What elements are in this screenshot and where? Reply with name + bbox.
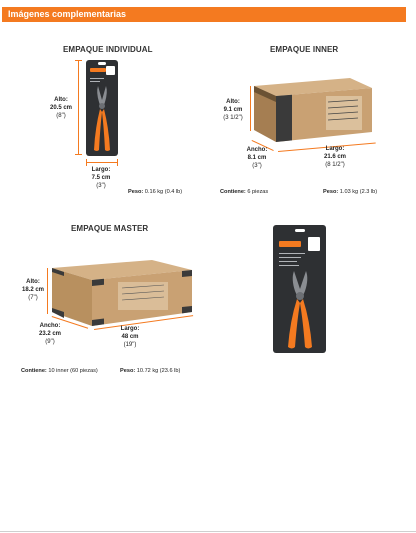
brand-logo xyxy=(279,241,301,247)
individual-weight: Peso: 0.16 kg (0.4 lb) xyxy=(128,189,183,195)
master-length-label: Largo: 48 cm (19") xyxy=(120,326,140,348)
inner-width-label: Ancho: 8.1 cm (3") xyxy=(246,147,268,169)
inner-height-dimension-line xyxy=(250,86,251,131)
master-height-label: Alto: 18.2 cm (7") xyxy=(21,279,45,301)
individual-length-label: Largo: 7.5 cm (3") xyxy=(91,167,111,189)
pliers-icon xyxy=(281,269,319,351)
product-package-photo xyxy=(273,225,326,353)
section-header: Imágenes complementarias xyxy=(2,7,406,22)
master-weight: Peso: 10.72 kg (23.6 lb) xyxy=(120,368,181,374)
package-text-line xyxy=(279,257,301,258)
individual-length-dimension-line xyxy=(86,162,118,163)
hang-hole xyxy=(98,62,106,65)
individual-height-cap-top xyxy=(75,60,82,61)
master-contents: Contiene: 10 inner (60 piezas) xyxy=(21,368,98,374)
package-text-line xyxy=(90,78,104,79)
brand-logo xyxy=(90,68,106,72)
master-title: EMPAQUE MASTER xyxy=(71,224,149,233)
individual-height-dimension-line xyxy=(78,60,79,155)
master-width-label: Ancho: 23.2 cm (9") xyxy=(38,323,62,345)
individual-height-label: Alto: 20.5 cm (8") xyxy=(49,97,73,119)
package-text-line xyxy=(279,261,297,262)
hang-hole xyxy=(295,229,305,232)
inner-contents: Contiene: 6 piezas xyxy=(220,189,269,195)
inner-weight: Peso: 1.03 kg (2.3 lb) xyxy=(323,189,378,195)
individual-length-cap-right xyxy=(117,159,118,166)
individual-package xyxy=(86,60,118,156)
package-text-line xyxy=(90,81,100,82)
master-box-illustration xyxy=(42,254,202,334)
pliers-icon xyxy=(89,84,115,154)
size-badge xyxy=(106,66,115,75)
size-badge xyxy=(308,237,320,251)
inner-height-label: Alto: 9.1 cm (3 1/2") xyxy=(223,99,243,121)
individual-title: EMPAQUE INDIVIDUAL xyxy=(63,45,153,54)
individual-length-cap-left xyxy=(86,159,87,166)
package-text-line xyxy=(279,265,299,266)
individual-height-cap-bottom xyxy=(75,154,82,155)
page-divider xyxy=(0,531,416,532)
package-text-line xyxy=(279,253,305,254)
inner-length-label: Largo: 21.6 cm (8 1/2") xyxy=(323,146,347,168)
inner-title: EMPAQUE INNER xyxy=(270,45,339,54)
